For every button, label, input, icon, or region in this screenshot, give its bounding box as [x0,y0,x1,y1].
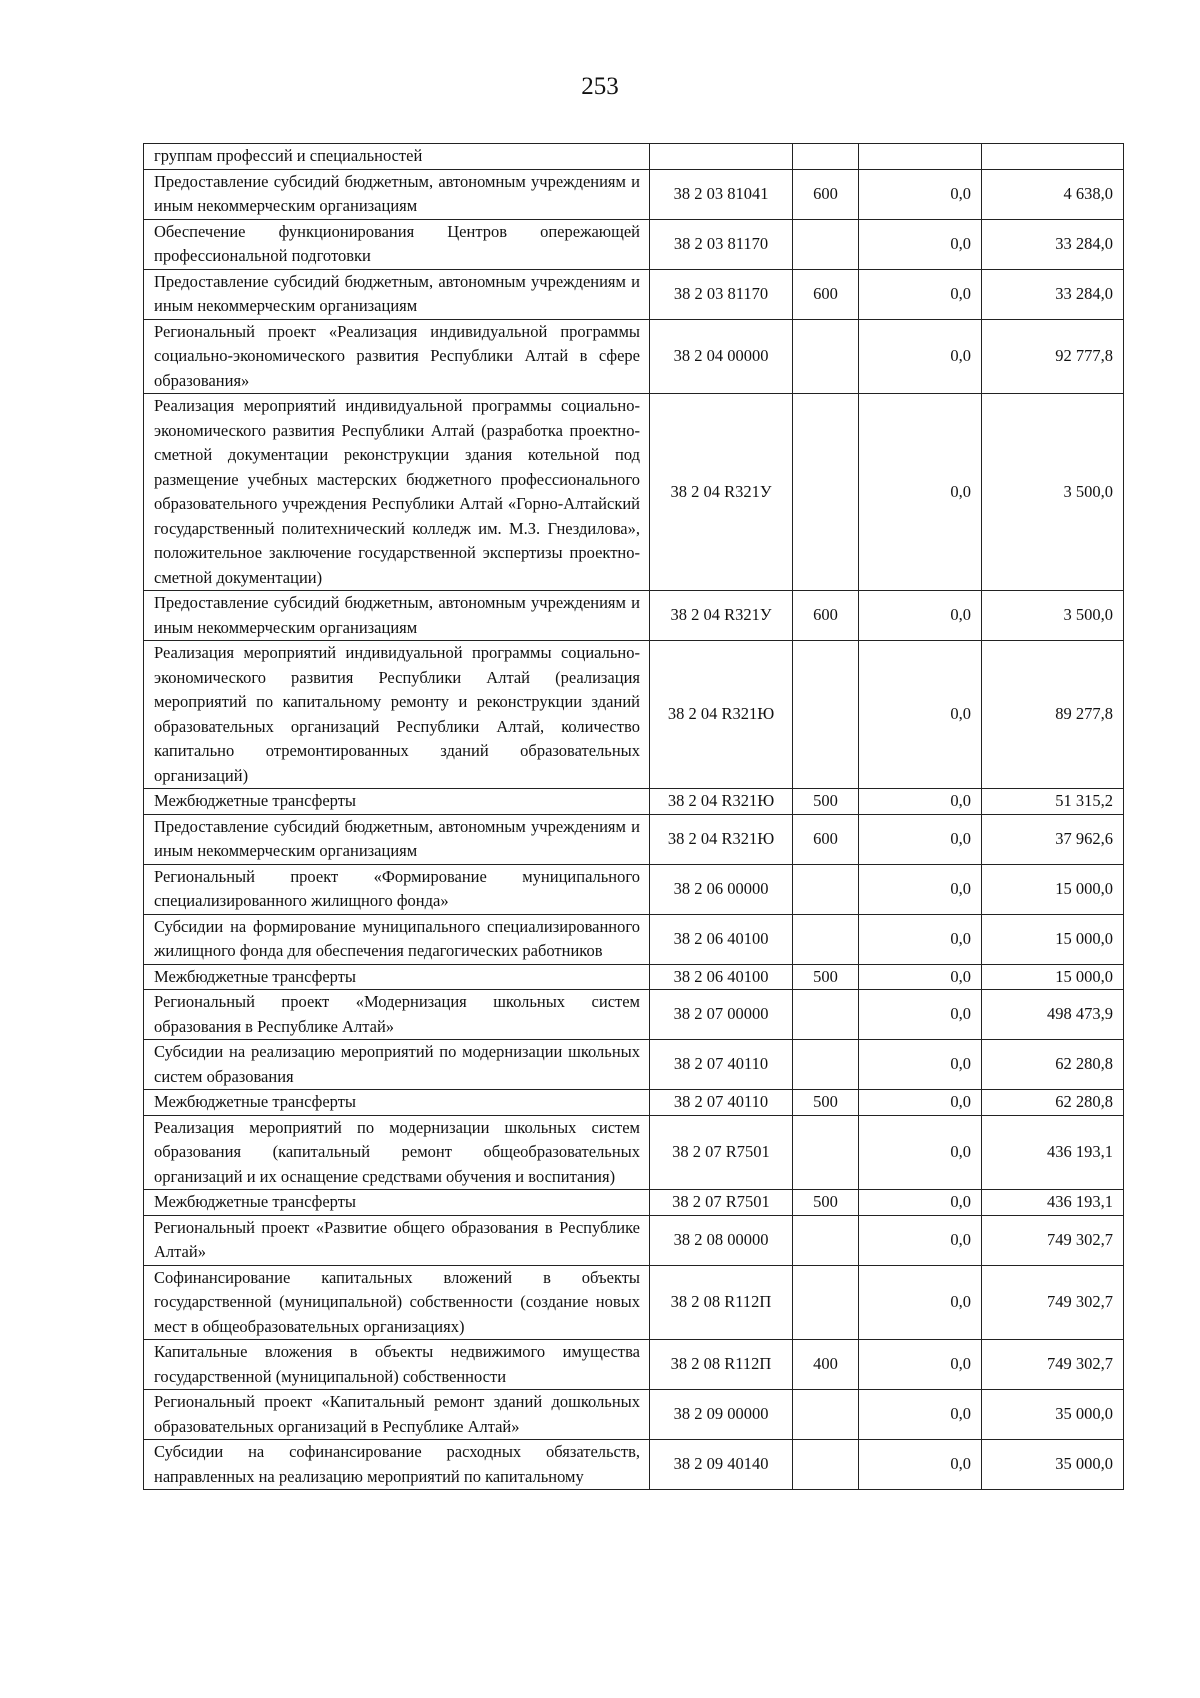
table-row [144,641,1124,789]
row-code-cell: 38 2 06 00000 [650,864,793,914]
row-type-cell: 600 [793,169,859,219]
row-type-cell: 500 [793,964,859,990]
row-name-cell: Субсидии на реализацию мероприятий по модернизации школьных систем образования [144,1040,650,1090]
row-value2-cell: 92 777,8 [982,319,1124,394]
row-value1-cell: 0,0 [859,814,982,864]
row-code-cell: 38 2 08 R112П [650,1340,793,1390]
row-value1-cell: 0,0 [859,1440,982,1490]
table-row [144,1040,1124,1090]
row-value2-cell: 62 280,8 [982,1090,1124,1116]
row-value2-cell: 37 962,6 [982,814,1124,864]
row-code-cell: 38 2 06 40100 [650,914,793,964]
row-type-cell: 500 [793,1190,859,1216]
table-row [144,864,1124,914]
row-name-cell: Региональный проект «Реализация индивидуальной программы социально-экономического развития Республики Алтай в сфере образования» [144,319,650,394]
row-type-cell: 600 [793,269,859,319]
row-value2-cell: 749 302,7 [982,1265,1124,1340]
row-type-cell [793,864,859,914]
row-type-cell [793,319,859,394]
row-value1-cell: 0,0 [859,1215,982,1265]
row-code-cell: 38 2 07 R7501 [650,1190,793,1216]
row-value1-cell: 0,0 [859,269,982,319]
row-type-cell [793,641,859,789]
row-type-cell [793,1215,859,1265]
table-row [144,219,1124,269]
table-row [144,144,1124,170]
row-value1-cell: 0,0 [859,1115,982,1190]
table-row [144,319,1124,394]
row-value1-cell: 0,0 [859,219,982,269]
row-value1-cell: 0,0 [859,1090,982,1116]
row-name-cell: Межбюджетные трансферты [144,789,650,815]
row-code-cell: 38 2 09 40140 [650,1440,793,1490]
row-code-cell: 38 2 04 R321У [650,394,793,591]
table-row [144,269,1124,319]
row-name-cell: Предоставление субсидий бюджетным, автономным учреждениям и иным некоммерческим организациям [144,169,650,219]
row-value1-cell: 0,0 [859,1265,982,1340]
table-row [144,1390,1124,1440]
row-code-cell: 38 2 04 R321У [650,591,793,641]
row-name-cell: Предоставление субсидий бюджетным, автономным учреждениям и иным некоммерческим организациям [144,814,650,864]
row-code-cell: 38 2 08 R112П [650,1265,793,1340]
row-name-cell: Межбюджетные трансферты [144,1090,650,1116]
row-type-cell [793,990,859,1040]
row-value1-cell: 0,0 [859,169,982,219]
row-name-cell: группам профессий и специальностей [144,144,650,170]
row-type-cell [793,1440,859,1490]
row-name-cell: Реализация мероприятий индивидуальной программы социально-экономического развития Республики Алтай (разработка проектно-сметной документации реконструкции здания котельной под размещение учебных мастерских бюджетного профессионального образовательного учреждения Республики Алтай «Горно-Алтайский государственный политехнический колледж им. М.З. Гнездилова», положительное заключение государственной экспертизы проектно-сметной документации) [144,394,650,591]
row-code-cell: 38 2 03 81170 [650,269,793,319]
row-value2-cell: 51 315,2 [982,789,1124,815]
row-type-cell: 500 [793,789,859,815]
table-row [144,1440,1124,1490]
row-value2-cell: 35 000,0 [982,1390,1124,1440]
row-value2-cell: 33 284,0 [982,219,1124,269]
row-type-cell [793,1040,859,1090]
row-value1-cell: 0,0 [859,591,982,641]
row-value2-cell: 749 302,7 [982,1340,1124,1390]
row-name-cell: Софинансирование капитальных вложений в объекты государственной (муниципальной) собственности (создание новых мест в общеобразовательных организациях) [144,1265,650,1340]
row-value1-cell: 0,0 [859,789,982,815]
table-row [144,1090,1124,1116]
row-value2-cell: 436 193,1 [982,1115,1124,1190]
row-value1-cell [859,144,982,170]
row-name-cell: Капитальные вложения в объекты недвижимого имущества государственной (муниципальной) собственности [144,1340,650,1390]
row-name-cell: Предоставление субсидий бюджетным, автономным учреждениям и иным некоммерческим организациям [144,591,650,641]
row-code-cell: 38 2 07 40110 [650,1090,793,1116]
row-value2-cell: 89 277,8 [982,641,1124,789]
row-value1-cell: 0,0 [859,1190,982,1216]
row-type-cell [793,1265,859,1340]
table-row [144,169,1124,219]
row-value2-cell: 62 280,8 [982,1040,1124,1090]
row-type-cell [793,144,859,170]
row-value1-cell: 0,0 [859,319,982,394]
row-name-cell: Межбюджетные трансферты [144,1190,650,1216]
row-name-cell: Реализация мероприятий индивидуальной программы социально-экономического развития Республики Алтай (реализация мероприятий по капитальному ремонту и реконструкции зданий образовательных организаций Республики Алтай, количество капитально отремонтированных зданий образовательных организаций) [144,641,650,789]
row-code-cell: 38 2 07 40110 [650,1040,793,1090]
table-row [144,964,1124,990]
row-name-cell: Реализация мероприятий по модернизации школьных систем образования (капитальный ремонт общеобразовательных организаций и их оснащение средствами обучения и воспитания) [144,1115,650,1190]
row-value2-cell: 498 473,9 [982,990,1124,1040]
row-name-cell: Субсидии на софинансирование расходных обязательств, направленных на реализацию мероприятий по капитальному [144,1440,650,1490]
row-name-cell: Обеспечение функционирования Центров опережающей профессиональной подготовки [144,219,650,269]
table-row [144,1115,1124,1190]
row-type-cell [793,219,859,269]
row-value2-cell: 4 638,0 [982,169,1124,219]
row-value1-cell: 0,0 [859,1340,982,1390]
table-row [144,1340,1124,1390]
row-code-cell: 38 2 07 R7501 [650,1115,793,1190]
row-type-cell [793,394,859,591]
row-value2-cell: 436 193,1 [982,1190,1124,1216]
row-name-cell: Региональный проект «Развитие общего образования в Республике Алтай» [144,1215,650,1265]
row-code-cell: 38 2 04 R321Ю [650,789,793,815]
table-row [144,914,1124,964]
row-value2-cell [982,144,1124,170]
row-value1-cell: 0,0 [859,641,982,789]
row-code-cell: 38 2 04 R321Ю [650,641,793,789]
row-code-cell: 38 2 07 00000 [650,990,793,1040]
budget-table-body [144,144,1124,1490]
table-row [144,591,1124,641]
row-value1-cell: 0,0 [859,964,982,990]
row-value1-cell: 0,0 [859,1390,982,1440]
row-value2-cell: 15 000,0 [982,964,1124,990]
table-row [144,990,1124,1040]
table-row [144,394,1124,591]
table-row [144,814,1124,864]
table-row [144,1215,1124,1265]
row-value1-cell: 0,0 [859,914,982,964]
row-type-cell [793,914,859,964]
row-type-cell: 600 [793,814,859,864]
row-code-cell: 38 2 03 81170 [650,219,793,269]
row-code-cell: 38 2 03 81041 [650,169,793,219]
row-value2-cell: 15 000,0 [982,864,1124,914]
row-code-cell: 38 2 04 R321Ю [650,814,793,864]
page-number: 253 [581,73,619,100]
row-name-cell: Региональный проект «Капитальный ремонт зданий дошкольных образовательных организаций в Республике Алтай» [144,1390,650,1440]
row-name-cell: Региональный проект «Модернизация школьных систем образования в Республике Алтай» [144,990,650,1040]
row-code-cell: 38 2 06 40100 [650,964,793,990]
row-type-cell: 600 [793,591,859,641]
row-value1-cell: 0,0 [859,864,982,914]
row-name-cell: Межбюджетные трансферты [144,964,650,990]
row-name-cell: Субсидии на формирование муниципального специализированного жилищного фонда для обеспечения педагогических работников [144,914,650,964]
row-value2-cell: 15 000,0 [982,914,1124,964]
row-code-cell: 38 2 04 00000 [650,319,793,394]
row-type-cell: 400 [793,1340,859,1390]
table-row [144,1265,1124,1340]
row-code-cell [650,144,793,170]
budget-table [143,143,1124,1490]
row-value1-cell: 0,0 [859,1040,982,1090]
row-value2-cell: 3 500,0 [982,394,1124,591]
row-type-cell [793,1115,859,1190]
row-value2-cell: 35 000,0 [982,1440,1124,1490]
row-type-cell [793,1390,859,1440]
row-name-cell: Региональный проект «Формирование муниципального специализированного жилищного фонда» [144,864,650,914]
table-row [144,789,1124,815]
row-type-cell: 500 [793,1090,859,1116]
row-code-cell: 38 2 08 00000 [650,1215,793,1265]
table-row [144,1190,1124,1216]
row-value2-cell: 33 284,0 [982,269,1124,319]
row-value2-cell: 3 500,0 [982,591,1124,641]
row-name-cell: Предоставление субсидий бюджетным, автономным учреждениям и иным некоммерческим организациям [144,269,650,319]
row-code-cell: 38 2 09 00000 [650,1390,793,1440]
row-value1-cell: 0,0 [859,990,982,1040]
row-value1-cell: 0,0 [859,394,982,591]
row-value2-cell: 749 302,7 [982,1215,1124,1265]
